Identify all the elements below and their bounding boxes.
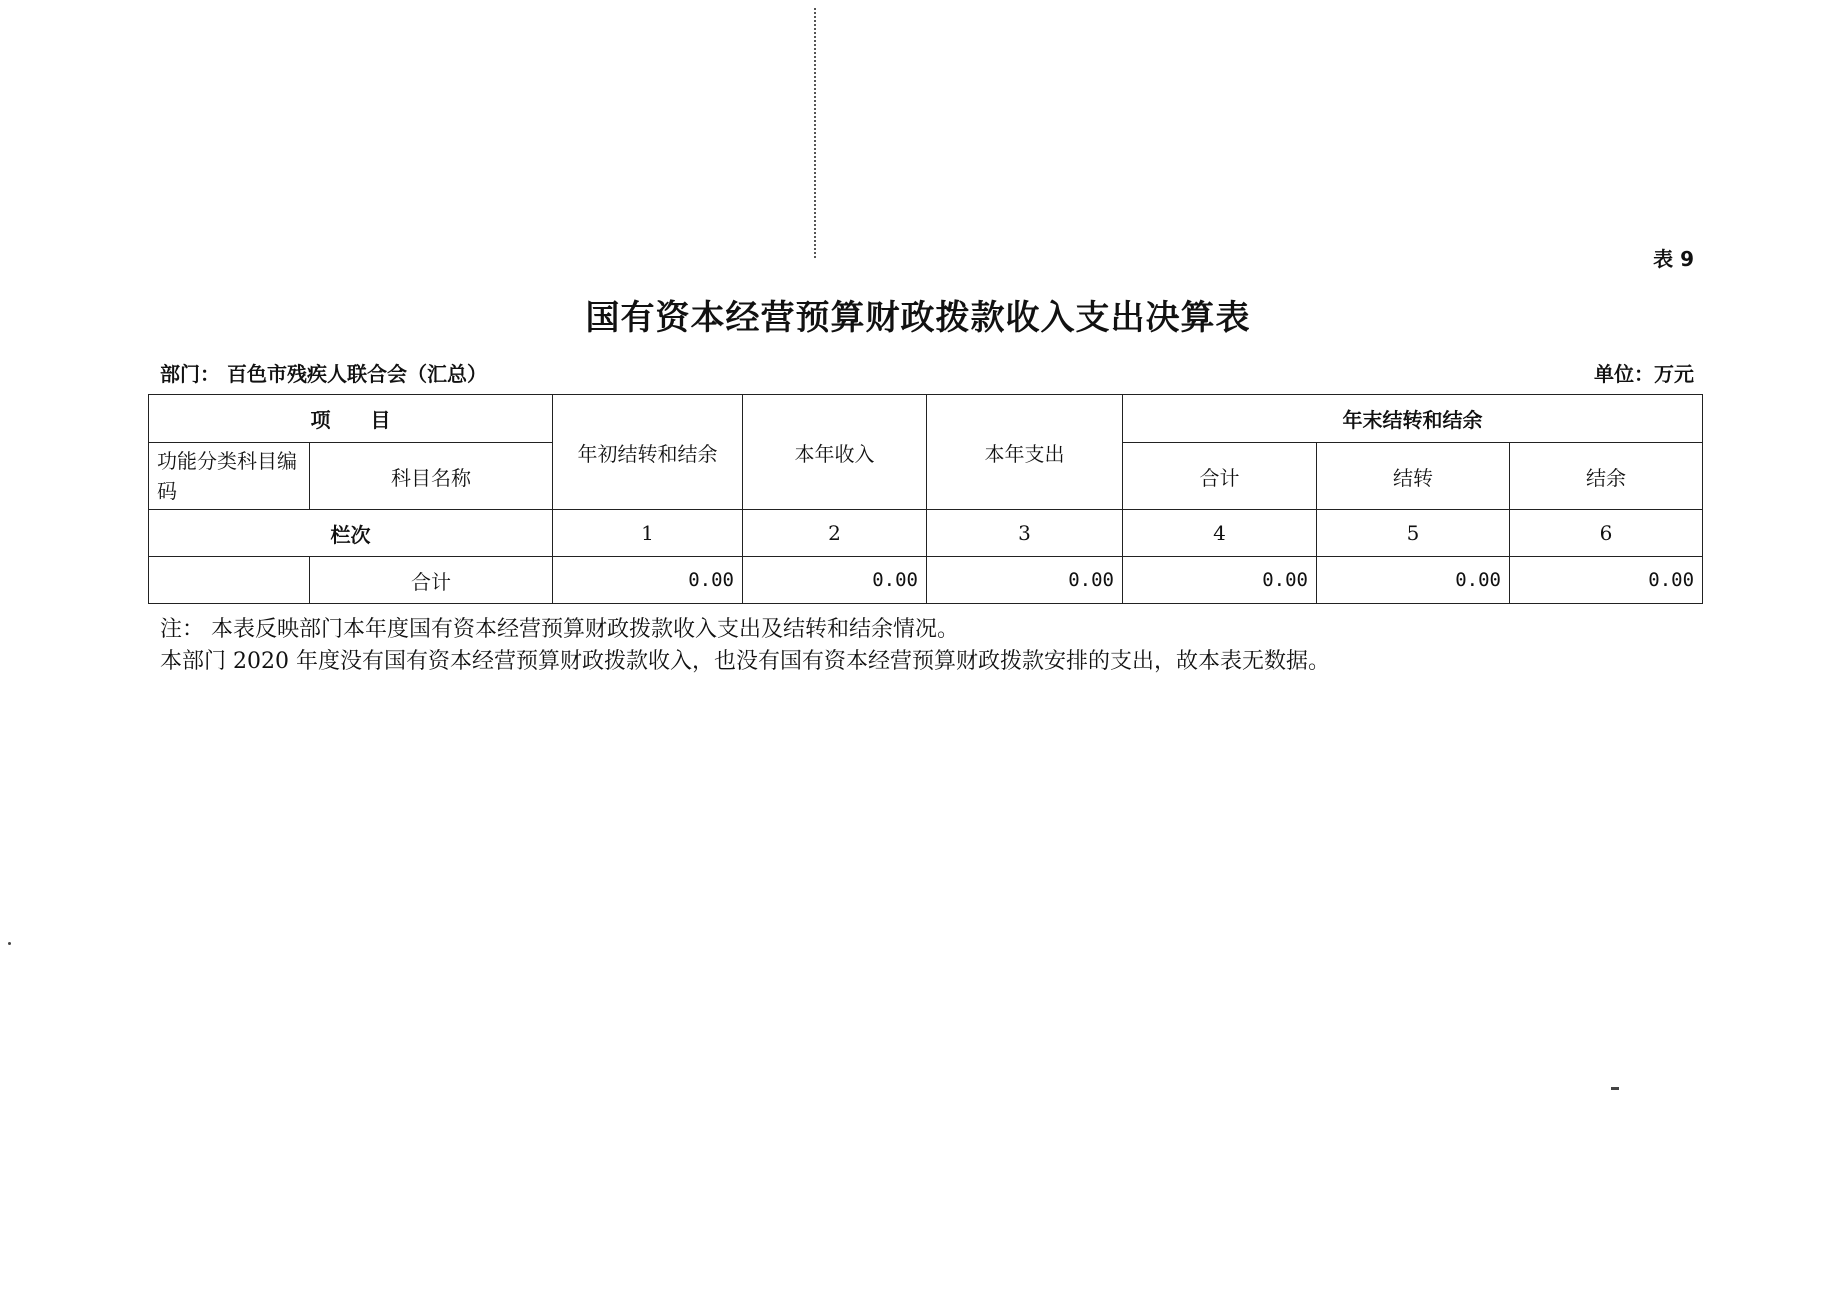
total-opening-value: 0.00 xyxy=(553,557,743,604)
scan-speck xyxy=(1611,1087,1619,1090)
header-subject-name: 科目名称 xyxy=(310,443,553,510)
total-expense-value: 0.00 xyxy=(927,557,1123,604)
table-number: 表 9 xyxy=(1653,247,1694,271)
total-row xyxy=(149,557,1703,604)
column-number: 6 xyxy=(1510,510,1703,557)
total-label: 合计 xyxy=(310,557,553,604)
column-number: 2 xyxy=(743,510,927,557)
scan-artifact-line xyxy=(814,8,816,258)
header-yearend-balance: 年末结转和结余 xyxy=(1123,395,1703,443)
header-year-income: 本年收入 xyxy=(743,395,927,510)
column-number: 3 xyxy=(927,510,1123,557)
document-title: 国有资本经营预算财政拨款收入支出决算表 xyxy=(585,298,1251,338)
header-yearend-surplus: 结余 xyxy=(1510,443,1703,510)
header-year-expense: 本年支出 xyxy=(927,395,1123,510)
total-surplus-value: 0.00 xyxy=(1510,557,1703,604)
note-line-2: 本部门 2020 年度没有国有资本经营预算财政拨款收入，也没有国有资本经营预算财政拨款安排的支出，故本表无数据。 xyxy=(160,649,1330,674)
total-income-value: 0.00 xyxy=(743,557,927,604)
unit-label: 单位：万元 xyxy=(1594,362,1694,386)
header-opening-balance: 年初结转和结余 xyxy=(553,395,743,510)
header-yearend-carryover: 结转 xyxy=(1317,443,1510,510)
column-number-row xyxy=(149,510,1703,557)
scan-speck xyxy=(8,942,11,945)
note-line-1: 注： 本表反映部门本年度国有资本经营预算财政拨款收入支出及结转和结余情况。 xyxy=(160,617,959,642)
header-yearend-total: 合计 xyxy=(1123,443,1317,510)
total-yearend-value: 0.00 xyxy=(1123,557,1317,604)
column-number: 5 xyxy=(1317,510,1510,557)
header-row-1 xyxy=(149,395,1703,443)
header-item: 项 目 xyxy=(149,395,553,443)
total-code-cell xyxy=(149,557,310,604)
total-carryover-value: 0.00 xyxy=(1317,557,1510,604)
budget-table xyxy=(148,394,1703,604)
header-function-code: 功能分类科目编码 xyxy=(149,443,310,510)
column-number: 1 xyxy=(553,510,743,557)
department-label: 部门： 百色市残疾人联合会（汇总） xyxy=(160,362,487,386)
column-number: 4 xyxy=(1123,510,1317,557)
column-number-label: 栏次 xyxy=(149,510,553,557)
